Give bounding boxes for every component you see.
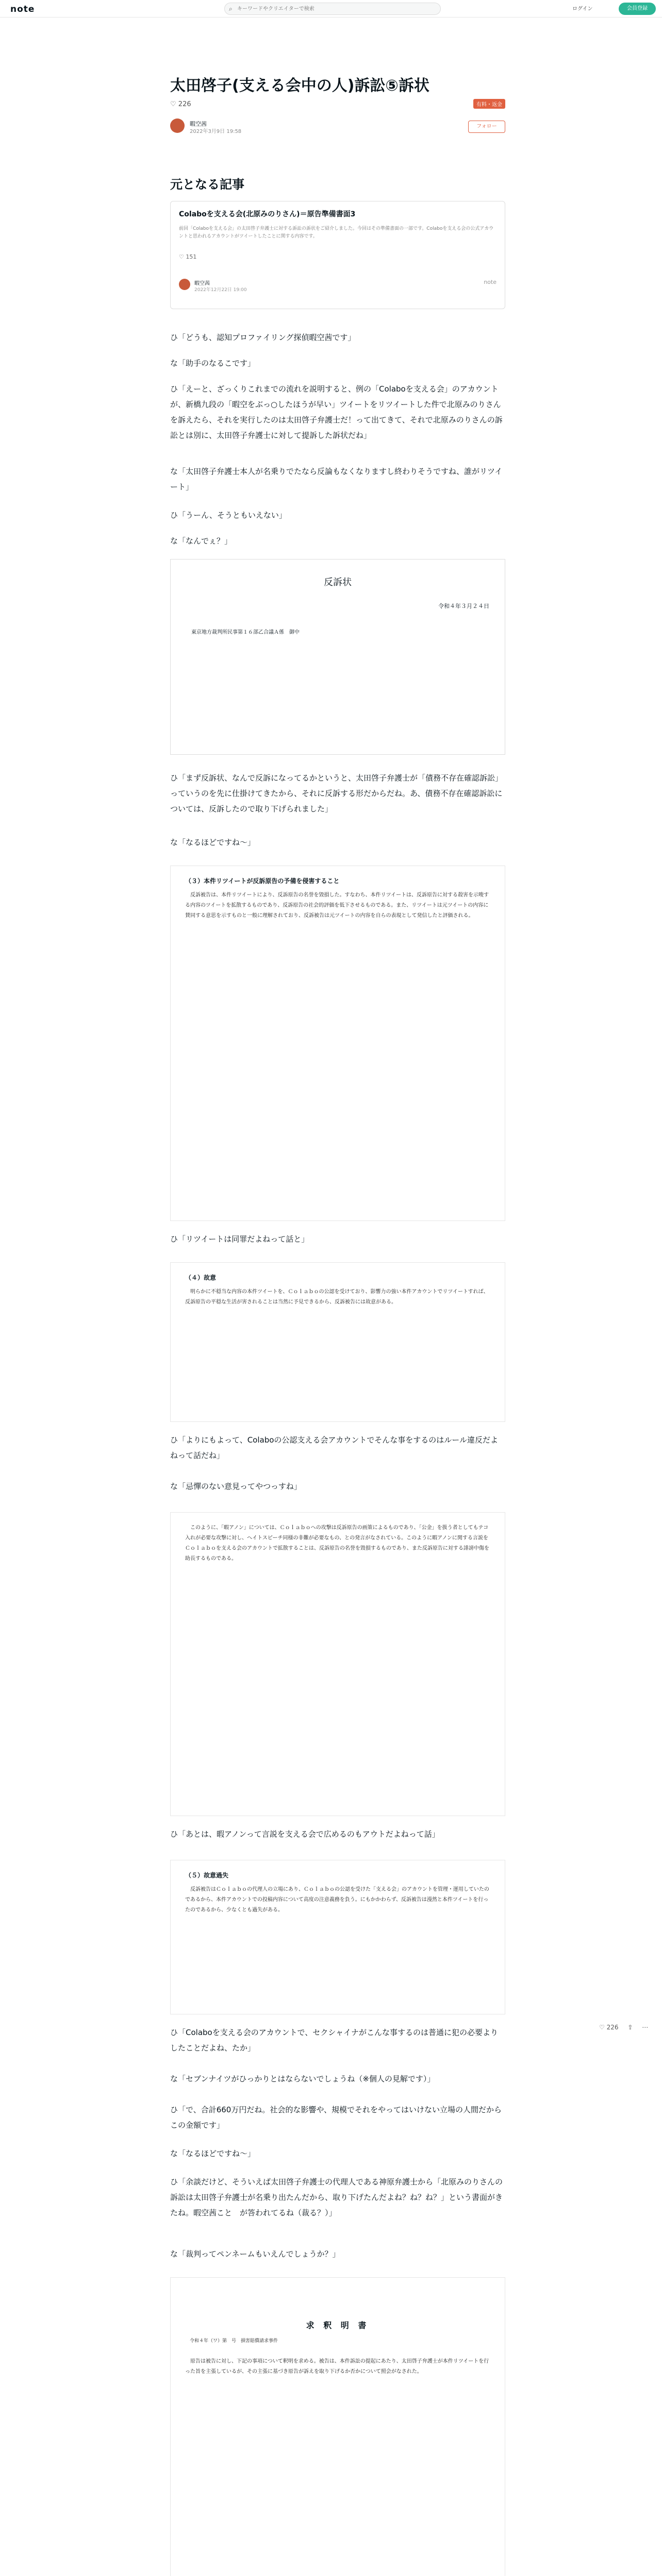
- embed-likes: ♡ 151: [179, 253, 197, 260]
- embed-author-avatar: [179, 279, 190, 290]
- dialog-line: ひ「よりにもよって、Colaboの公認支える会アカウントでそんな事をするのはルール違反だよねって話だね」: [170, 1435, 498, 1460]
- dialog-line: ひ「どうも、認知プロファイリング探偵暇空茜です」: [170, 333, 356, 342]
- dialog-line: ひ「えーと、ざっくりこれまでの流れを説明すると、例の「Colaboを支える会」のアカウントが、新橋九段の「暇空をぶっ○したほうが早い」ツイートをリツイートした件で北原みのりさんを訴えたら、それを実行したのは太田啓子弁護士だ！って出てきて、それで北原みのりさんの訴訟とは別に、太田啓子弁護士に対して提訴した訴状だね」: [170, 384, 503, 440]
- share-icon[interactable]: ⇪: [627, 2024, 633, 2031]
- document-scan: [170, 1860, 505, 2014]
- like-counter[interactable]: [170, 100, 191, 108]
- like-count: 226: [178, 100, 191, 108]
- login-link[interactable]: ログイン: [572, 6, 593, 12]
- document-image-sojo: [170, 559, 505, 755]
- embed-excerpt: 前回「Colaboを支える会」の太田啓子弁護士に対する訴訟の訴状をご紹介しました。今回はその準備書面の一部です。Colaboを支える会の公式アカウントと思われるアカウントがツイートしたことに関する内容です。: [179, 226, 494, 239]
- follow-button[interactable]: フォロー: [468, 121, 505, 133]
- floating-actions: [599, 2024, 655, 2031]
- scan-body: 明らかに不穏当な内容の本件ツイートを、Ｃｏｌａｂｏの公認を受けており、影響力の強い本件アカウントでリツイートすれば、反訴原告の平穏な生活が害されることは当然に予見できるから、反訴被告には故意がある。: [185, 1289, 489, 1305]
- embed-date: 2022年12月22日 19:00: [194, 287, 247, 293]
- publish-date: 2022年3月9日 19:58: [190, 129, 242, 134]
- embed-site: note: [484, 279, 496, 285]
- article-title: 太田啓子(支える会中の人)訴訟⑤訴状: [170, 77, 429, 95]
- section-heading: 元となる記事: [170, 177, 244, 192]
- embed-title: Colaboを支える会(北原みのりさん)＝原告準備書面3: [179, 210, 356, 218]
- scan-body: 原告は被告に対し、下記の事項について釈明を求める。被告は、本件訴訟の提起にあたり、太田啓子弁護士が本件リツイートを行った旨を主張しているが、その主張に基づき原告が訴えを取り下げるか否かについて照会がなされた。: [185, 2359, 489, 2375]
- search-icon: ⌕: [229, 5, 233, 12]
- dialog-line: な「なるほどですね〜」: [170, 2149, 256, 2158]
- search-bar[interactable]: [224, 3, 441, 15]
- top-header: [0, 0, 662, 18]
- more-icon[interactable]: ⋯: [642, 2024, 649, 2031]
- dialog-line: な「太田啓子弁護士本人が名乗りでたなら反論もなくなりますし終わりそうですね、誰がリツイート」: [170, 467, 503, 492]
- dialog-line: な「なんでぇ？」: [170, 536, 233, 546]
- price-badge: 有料・返金: [473, 99, 505, 109]
- heart-icon[interactable]: ♡: [170, 100, 176, 108]
- scan-heading: （５）故意過失: [185, 1872, 229, 1879]
- side-like-button[interactable]: ♡ 226: [599, 2024, 619, 2031]
- dialog-line: ひ「まず反訴状、なんで反訴になってるかというと、太田啓子弁護士が「債務不存在確認訴訟」っていうのを先に仕掛けてきたから、それに反訴する形だからだね。あ、債務不存在確認訴訟については、反訴したので取り下げられました」: [170, 773, 503, 814]
- document-scan: [170, 1512, 505, 1816]
- scan-body: 反訴被告は、本件リツイートにより、反訴原告の名誉を毀損した。すなわち、本件リツイートは、反訴原告に対する殺害を示唆する内容のツイートを拡散するものであり、反訴原告の社会的評価を低下させるものである。また、リツイートは元ツイートの内容に賛同する意思を示すものと一般に理解されており、反訴被告は元ツイートの内容を自らの表現として発信したと評価される。: [185, 892, 489, 919]
- note-logo[interactable]: note: [10, 4, 35, 14]
- dialog-line: ひ「あとは、暇アノンって言説を支える会で広めるのもアウトだよねって話」: [170, 1829, 440, 1839]
- dialog-line: ひ「リツイートは同罪だよねって話と」: [170, 1234, 309, 1244]
- dialog-line: な「セブンナイツがひっかりとはならないでしょうね（※個人の見解です）」: [170, 2074, 435, 2083]
- document-scan-request: [170, 2277, 505, 2576]
- scan-sub: 令和４年（ワ）第 号 損害賠償請求事件: [190, 2338, 278, 2344]
- dialog-line: ひ「余談だけど、そういえば太田啓子弁護士の代理人である神原弁護士から「北原みのりさんの訴訟は太田啓子弁護士が名乗り出たんだから、取り下げたんだよね？ね？ね？」という書面がきたね。暇空茜こと が答われてるね（裁る？）」: [170, 2177, 503, 2217]
- scan-heading: 求 釈 明 書: [306, 2320, 370, 2330]
- dialog-line: な「助手のなるこです」: [170, 359, 256, 368]
- scan-body: このように、「暇アノン」については、Ｃｏｌａｂｏへの攻撃は反訴原告の画策によるものであり、「公金」を扱う者としてもテコ入れが必要な攻撃に対し、ヘイトスピーチ同様の非難が必要なもの、との発言がなされている。このように暇アノンに関する言説をＣｏｌａｂｏを支える会のアカウントで拡散することは、反訴原告の名誉を毀損するものであり、また反訴原告に対する誹謗中傷を助長するものである。: [185, 1525, 489, 1562]
- scan-body: 反訴被告はＣｏｌａｂｏの代理人の立場にあり、Ｃｏｌａｂｏの公認を受けた「支える会」のアカウントを管理・運用していたのであるから、本件アカウントでの投稿内容について高度の注意義務を負う。にもかかわらず、反訴被告は漫然と本件ツイートを行ったのであるから、少なくとも過失がある。: [185, 1887, 489, 1913]
- doc-date: 令和４年３月２４日: [438, 603, 489, 609]
- dialog-line: ひ「うーん、そうともいえない」: [170, 511, 287, 520]
- signup-button[interactable]: 会員登録: [619, 3, 656, 15]
- embedded-article-card[interactable]: [170, 201, 505, 309]
- document-scan: [170, 1262, 505, 1422]
- author-avatar[interactable]: [170, 118, 185, 133]
- dialog-line: ひ「Colaboを支える会のアカウントで、セクシャイナがこんな事するのは普通に犯の必要よりしたことだよね、たか」: [170, 2028, 498, 2053]
- dialog-line: ひ「で、合計660万円だね。社会的な影響や、規模でそれをやってはいけない立場の人間だからこの金額です」: [170, 2105, 502, 2130]
- author-name[interactable]: 暇空茜: [190, 121, 207, 127]
- doc-recipient: 東京地方裁判所民事第１６部乙合議Ａ係 御中: [191, 630, 300, 635]
- scan-heading: （３）本件リツイートが反訴原告の予備を侵害すること: [185, 877, 340, 885]
- scan-heading: （４）故意: [185, 1274, 217, 1281]
- embed-author: 暇空茜: [194, 281, 210, 286]
- dialog-line: な「忌憚のない意見ってやつっすね」: [170, 1482, 302, 1491]
- dialog-line: な「なるほどですね〜」: [170, 838, 256, 847]
- document-scan: [170, 866, 505, 1221]
- search-input[interactable]: [237, 5, 433, 13]
- dialog-line: な「裁判ってペンネームもいえんでしょうか？」: [170, 2249, 340, 2259]
- doc-title: 反訴状: [324, 577, 352, 588]
